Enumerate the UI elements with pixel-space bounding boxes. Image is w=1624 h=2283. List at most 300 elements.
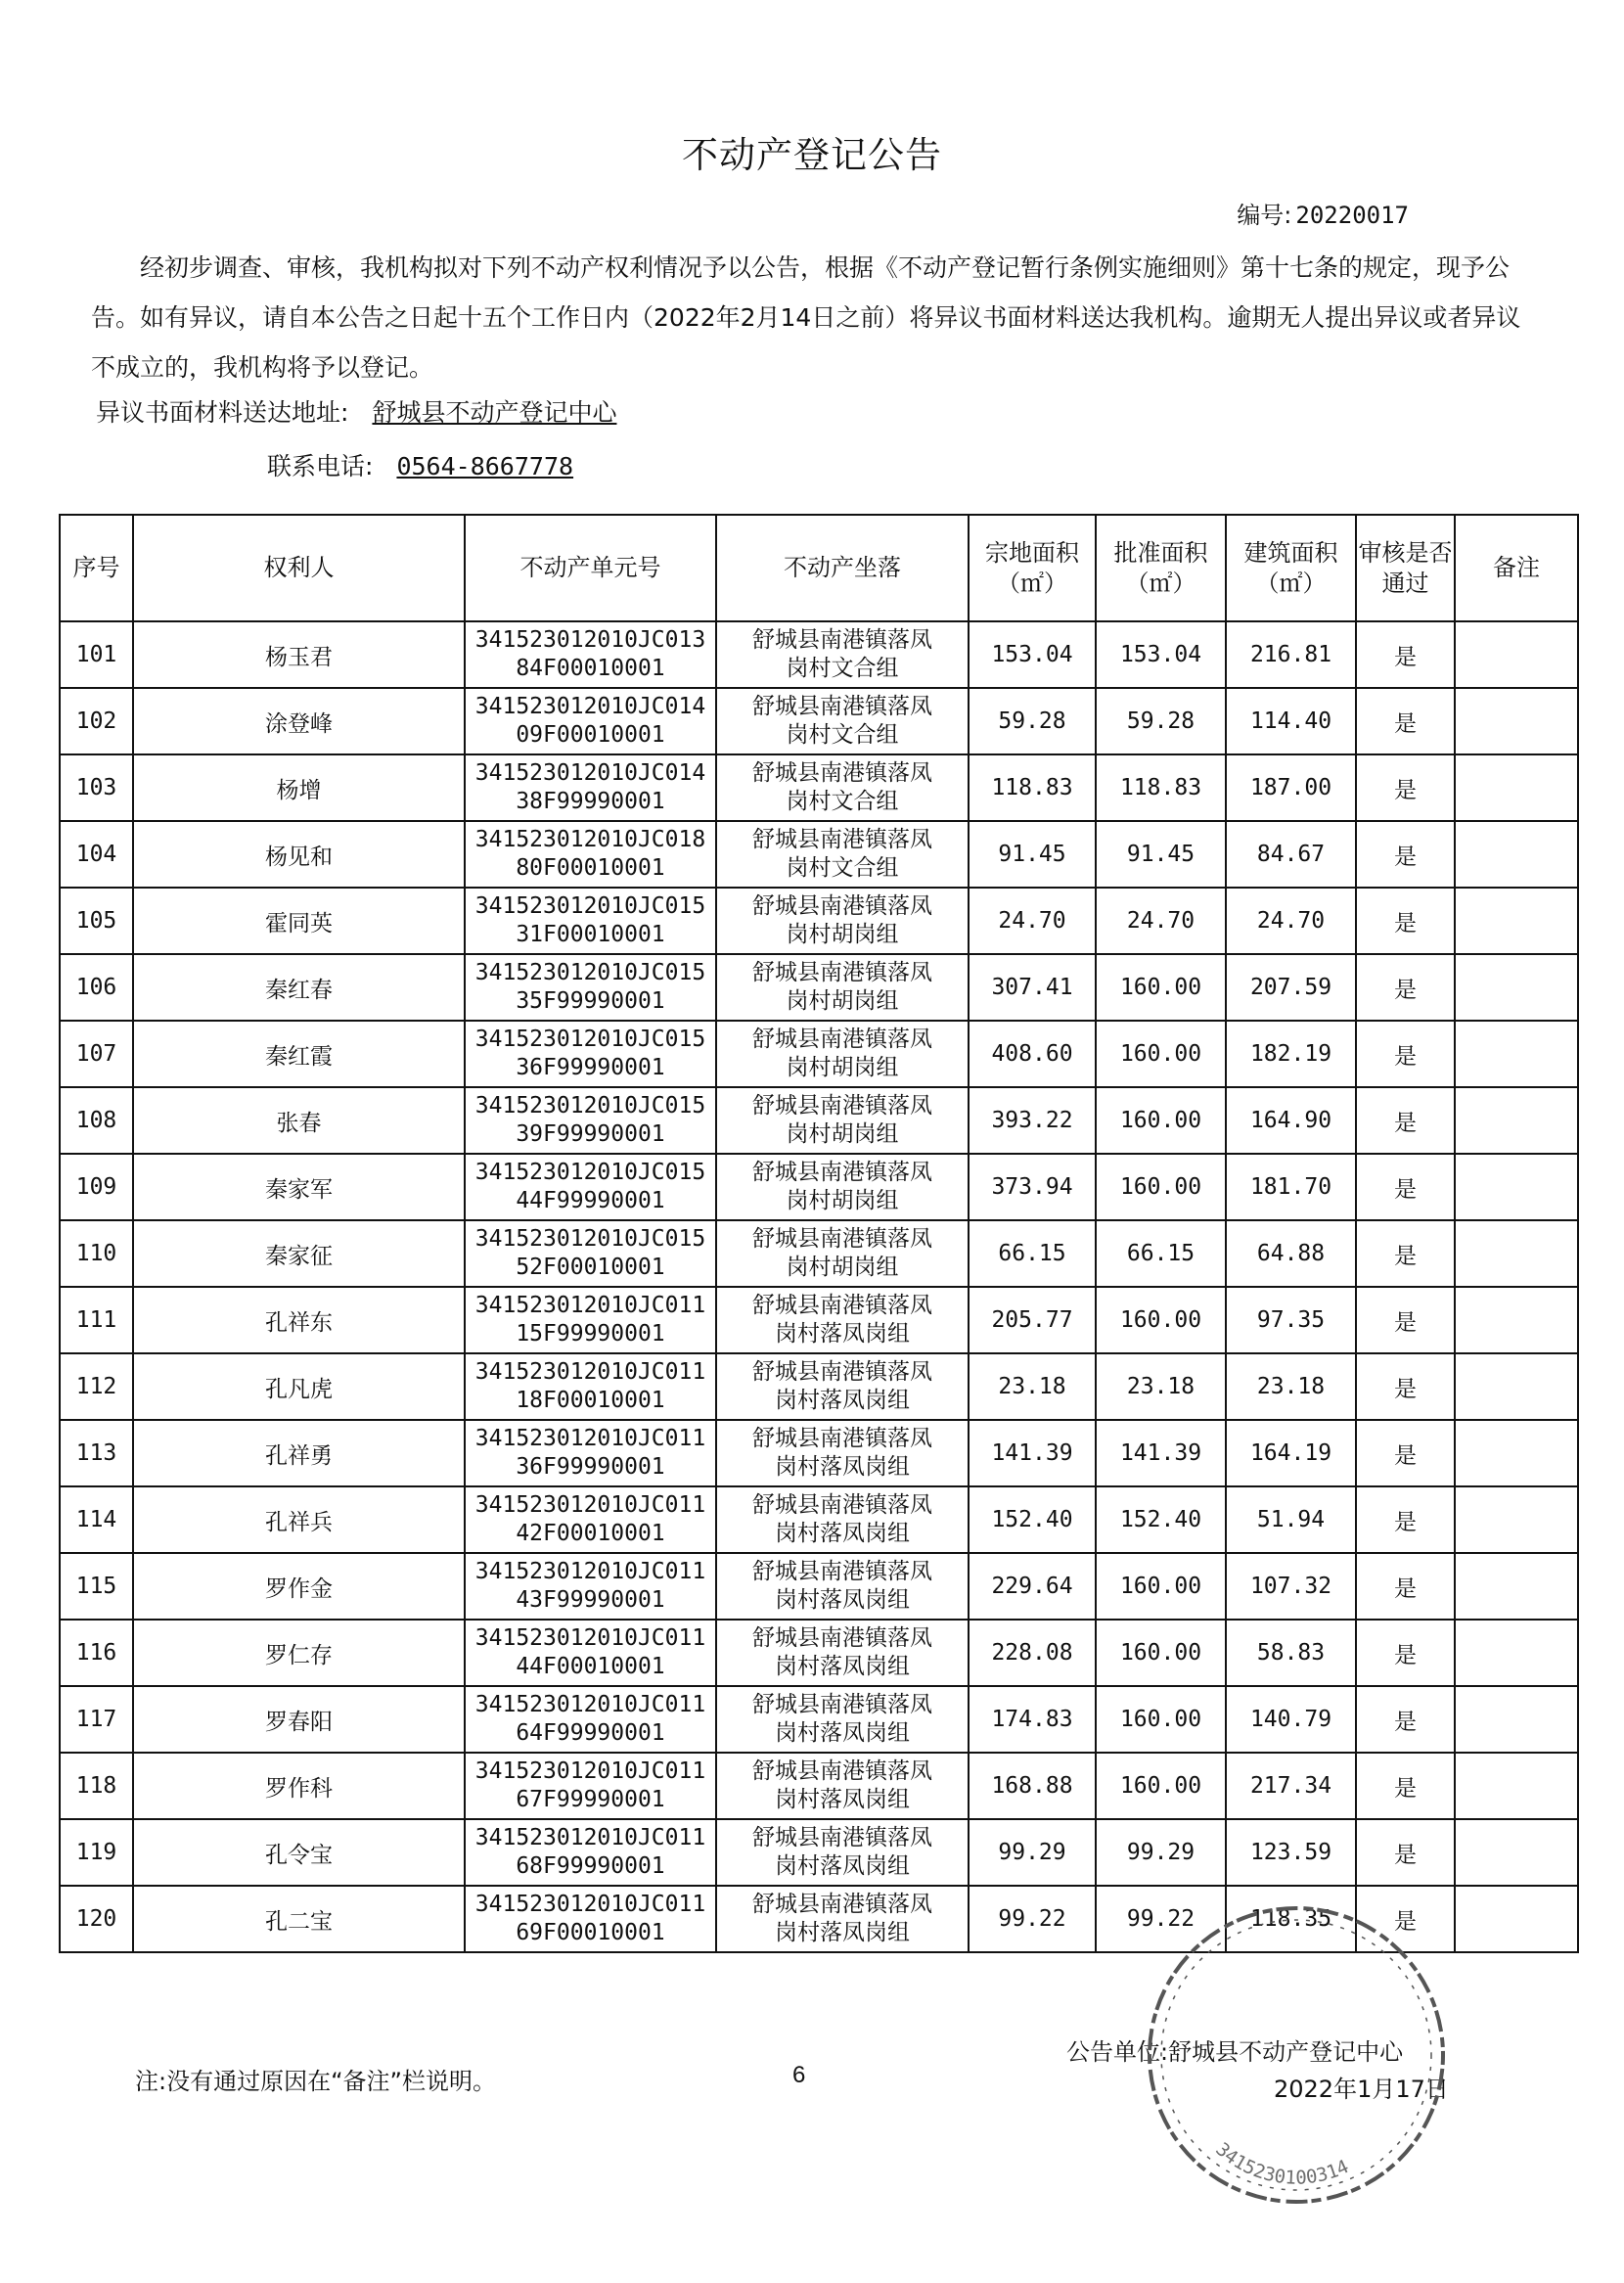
cell-no: 115 xyxy=(60,1553,133,1620)
cell-holder: 涂登峰 xyxy=(133,688,465,754)
unit-number-line: 341523012010JC011 xyxy=(474,1359,706,1385)
cell-land-area: 24.70 xyxy=(969,888,1096,954)
cell-review-passed: 是 xyxy=(1356,1420,1455,1486)
cell-unit-number xyxy=(465,1886,716,1952)
location-line: 舒城县南港镇落凤 xyxy=(752,1758,932,1784)
cell-land-area: 153.04 xyxy=(969,621,1096,688)
header-no: 序号 xyxy=(60,515,133,621)
cell-unit-number xyxy=(465,621,716,688)
location-line: 岗村文合组 xyxy=(786,855,899,881)
cell-approved-area: 24.70 xyxy=(1096,888,1226,954)
location-line: 岗村胡岗组 xyxy=(786,1188,899,1213)
cell-remark xyxy=(1455,1753,1578,1819)
header-approved-area: 批准面积（㎡） xyxy=(1096,515,1226,621)
cell-approved-area: 160.00 xyxy=(1096,1021,1226,1087)
location-line: 岗村落凤岗组 xyxy=(775,1654,910,1679)
cell-remark xyxy=(1455,1886,1578,1952)
location-line: 岗村落凤岗组 xyxy=(775,1853,910,1879)
cell-review-passed: 是 xyxy=(1356,1620,1455,1686)
issuing-unit: 公告单位:舒城县不动产登记中心 xyxy=(1066,2038,1404,2066)
cell-approved-area: 160.00 xyxy=(1096,1753,1226,1819)
location-line: 岗村胡岗组 xyxy=(786,1055,899,1080)
cell-location xyxy=(716,888,969,954)
table-row xyxy=(60,754,1578,821)
cell-unit-number xyxy=(465,1087,716,1154)
unit-number-line: 341523012010JC011 xyxy=(474,1825,706,1850)
location-line: 岗村落凤岗组 xyxy=(775,1787,910,1812)
cell-remark xyxy=(1455,1819,1578,1886)
unit-number-line: 38F99990001 xyxy=(516,789,665,814)
cell-unit-number xyxy=(465,1154,716,1220)
cell-remark xyxy=(1455,821,1578,888)
phone-label: 联系电话: xyxy=(267,452,374,480)
location-line: 岗村文合组 xyxy=(786,722,899,748)
location-line: 岗村落凤岗组 xyxy=(775,1720,910,1746)
location-line: 舒城县南港镇落凤 xyxy=(752,1160,932,1185)
location-line: 舒城县南港镇落凤 xyxy=(752,1426,932,1451)
cell-holder: 秦红春 xyxy=(133,954,465,1021)
location-line: 舒城县南港镇落凤 xyxy=(752,960,932,985)
unit-number-line: 35F99990001 xyxy=(516,988,665,1014)
address-label: 异议书面材料送达地址: xyxy=(96,398,349,427)
cell-land-area: 99.29 xyxy=(969,1819,1096,1886)
table-row xyxy=(60,1553,1578,1620)
cell-unit-number xyxy=(465,688,716,754)
cell-land-area: 205.77 xyxy=(969,1287,1096,1353)
svg-text:3415230100314: 3415230100314 xyxy=(1211,2138,1352,2189)
address-value: 舒城县不动产登记中心 xyxy=(372,398,617,427)
cell-building-area: 164.19 xyxy=(1226,1420,1356,1486)
cell-building-area: 182.19 xyxy=(1226,1021,1356,1087)
cell-holder: 孔祥勇 xyxy=(133,1420,465,1486)
cell-no: 110 xyxy=(60,1220,133,1287)
location-line: 岗村落凤岗组 xyxy=(775,1388,910,1413)
cell-approved-area: 59.28 xyxy=(1096,688,1226,754)
cell-location xyxy=(716,688,969,754)
cell-location xyxy=(716,1620,969,1686)
location-line: 舒城县南港镇落凤 xyxy=(752,760,932,786)
location-line: 舒城县南港镇落凤 xyxy=(752,1559,932,1584)
table-row xyxy=(60,1220,1578,1287)
cell-building-area: 24.70 xyxy=(1226,888,1356,954)
cell-holder: 秦家征 xyxy=(133,1220,465,1287)
table-row xyxy=(60,1353,1578,1420)
cell-building-area: 217.34 xyxy=(1226,1753,1356,1819)
cell-unit-number xyxy=(465,821,716,888)
location-line: 岗村落凤岗组 xyxy=(775,1454,910,1480)
header-location: 不动产坐落 xyxy=(716,515,969,621)
cell-holder: 霍同英 xyxy=(133,888,465,954)
cell-holder: 张春 xyxy=(133,1087,465,1154)
unit-number-line: 69F00010001 xyxy=(516,1920,665,1945)
unit-number-line: 341523012010JC015 xyxy=(474,1226,706,1252)
location-line: 舒城县南港镇落凤 xyxy=(752,1625,932,1651)
cell-building-area: 97.35 xyxy=(1226,1287,1356,1353)
unit-number-line: 341523012010JC011 xyxy=(474,1492,706,1518)
cell-land-area: 229.64 xyxy=(969,1553,1096,1620)
cell-no: 120 xyxy=(60,1886,133,1952)
cell-location xyxy=(716,1154,969,1220)
cell-no: 103 xyxy=(60,754,133,821)
cell-unit-number xyxy=(465,1486,716,1553)
cell-land-area: 66.15 xyxy=(969,1220,1096,1287)
cell-holder: 孔祥兵 xyxy=(133,1486,465,1553)
unit-number-line: 341523012010JC018 xyxy=(474,827,706,852)
intro-paragraph: 经初步调查、审核，我机构拟对下列不动产权利情况予以公告，根据《不动产登记暂行条例实施细则》第十七条的规定，现予公告。如有异议，请自本公告之日起十五个工作日内（2022年2月14日之前）将异议书面材料送达我机构。逾期无人提出异议或者异议不成立的，我机构将予以登记。 xyxy=(91,253,1521,382)
location-line: 舒城县南港镇落凤 xyxy=(752,627,932,653)
cell-no: 118 xyxy=(60,1753,133,1819)
cell-remark xyxy=(1455,1220,1578,1287)
cell-review-passed: 是 xyxy=(1356,1553,1455,1620)
cell-no: 105 xyxy=(60,888,133,954)
unit-number-line: 43F99990001 xyxy=(516,1587,665,1613)
cell-review-passed: 是 xyxy=(1356,1287,1455,1353)
cell-approved-area: 23.18 xyxy=(1096,1353,1226,1420)
cell-review-passed: 是 xyxy=(1356,1154,1455,1220)
cell-location xyxy=(716,1021,969,1087)
cell-review-passed: 是 xyxy=(1356,1220,1455,1287)
location-line: 岗村胡岗组 xyxy=(786,988,899,1014)
cell-review-passed: 是 xyxy=(1356,688,1455,754)
cell-holder: 杨增 xyxy=(133,754,465,821)
table-row xyxy=(60,1087,1578,1154)
cell-land-area: 307.41 xyxy=(969,954,1096,1021)
cell-review-passed: 是 xyxy=(1356,1021,1455,1087)
unit-number-line: 67F99990001 xyxy=(516,1787,665,1812)
unit-number-line: 84F00010001 xyxy=(516,656,665,681)
cell-remark xyxy=(1455,1021,1578,1087)
cell-location xyxy=(716,621,969,688)
cell-holder: 罗仁存 xyxy=(133,1620,465,1686)
registration-table xyxy=(59,514,1579,1953)
cell-no: 113 xyxy=(60,1420,133,1486)
cell-approved-area: 160.00 xyxy=(1096,1287,1226,1353)
unit-number-line: 39F99990001 xyxy=(516,1121,665,1147)
cell-land-area: 393.22 xyxy=(969,1087,1096,1154)
cell-location xyxy=(716,1553,969,1620)
cell-unit-number xyxy=(465,1553,716,1620)
cell-remark xyxy=(1455,621,1578,688)
table-row xyxy=(60,621,1578,688)
unit-number-line: 18F00010001 xyxy=(516,1388,665,1413)
cell-location xyxy=(716,1220,969,1287)
location-line: 岗村落凤岗组 xyxy=(775,1920,910,1945)
location-line: 舒城县南港镇落凤 xyxy=(752,827,932,852)
table-row xyxy=(60,1486,1578,1553)
unit-number-line: 68F99990001 xyxy=(516,1853,665,1879)
unit-number-line: 09F00010001 xyxy=(516,722,665,748)
cell-building-area: 216.81 xyxy=(1226,621,1356,688)
cell-unit-number xyxy=(465,1620,716,1686)
header-remark: 备注 xyxy=(1455,515,1578,621)
cell-unit-number xyxy=(465,1753,716,1819)
cell-location xyxy=(716,821,969,888)
unit-number-line: 36F99990001 xyxy=(516,1454,665,1480)
cell-unit-number xyxy=(465,1819,716,1886)
unit-number-line: 64F99990001 xyxy=(516,1720,665,1746)
cell-holder: 秦家军 xyxy=(133,1154,465,1220)
table-row xyxy=(60,1021,1578,1087)
cell-unit-number xyxy=(465,1420,716,1486)
cell-location xyxy=(716,1287,969,1353)
cell-remark xyxy=(1455,1154,1578,1220)
cell-review-passed: 是 xyxy=(1356,821,1455,888)
unit-number-line: 341523012010JC014 xyxy=(474,694,706,719)
cell-holder: 罗作金 xyxy=(133,1553,465,1620)
header-review-passed: 审核是否通过 xyxy=(1356,515,1455,621)
cell-approved-area: 160.00 xyxy=(1096,1154,1226,1220)
cell-land-area: 174.83 xyxy=(969,1686,1096,1753)
cell-location xyxy=(716,1087,969,1154)
location-line: 舒城县南港镇落凤 xyxy=(752,1825,932,1850)
cell-approved-area: 160.00 xyxy=(1096,1087,1226,1154)
cell-review-passed: 是 xyxy=(1356,1886,1455,1952)
cell-land-area: 59.28 xyxy=(969,688,1096,754)
location-line: 舒城县南港镇落凤 xyxy=(752,1093,932,1119)
cell-location xyxy=(716,1353,969,1420)
table-row xyxy=(60,821,1578,888)
cell-no: 111 xyxy=(60,1287,133,1353)
document-number-label: 编号: xyxy=(1237,202,1292,229)
cell-review-passed: 是 xyxy=(1356,1686,1455,1753)
unit-number-line: 341523012010JC011 xyxy=(474,1293,706,1318)
cell-review-passed: 是 xyxy=(1356,1353,1455,1420)
cell-remark xyxy=(1455,954,1578,1021)
unit-number-line: 52F00010001 xyxy=(516,1255,665,1280)
cell-land-area: 152.40 xyxy=(969,1486,1096,1553)
cell-approved-area: 160.00 xyxy=(1096,954,1226,1021)
unit-number-line: 341523012010JC014 xyxy=(474,760,706,786)
cell-holder: 秦红霞 xyxy=(133,1021,465,1087)
cell-land-area: 408.60 xyxy=(969,1021,1096,1087)
objection-address xyxy=(96,393,616,429)
cell-approved-area: 160.00 xyxy=(1096,1686,1226,1753)
unit-number-line: 80F00010001 xyxy=(516,855,665,881)
cell-land-area: 99.22 xyxy=(969,1886,1096,1952)
cell-remark xyxy=(1455,688,1578,754)
footer-note: 注:没有通过原因在“备注”栏说明。 xyxy=(135,2068,496,2095)
unit-number-line: 341523012010JC015 xyxy=(474,1160,706,1185)
cell-unit-number xyxy=(465,954,716,1021)
cell-remark xyxy=(1455,1287,1578,1353)
cell-no: 109 xyxy=(60,1154,133,1220)
cell-building-area: 207.59 xyxy=(1226,954,1356,1021)
table-row xyxy=(60,1886,1578,1952)
document-number xyxy=(1237,196,1409,230)
header-unit-number: 不动产单元号 xyxy=(465,515,716,621)
cell-location xyxy=(716,1819,969,1886)
cell-remark xyxy=(1455,1420,1578,1486)
unit-number-line: 341523012010JC011 xyxy=(474,1426,706,1451)
cell-review-passed: 是 xyxy=(1356,1753,1455,1819)
cell-holder: 罗作科 xyxy=(133,1753,465,1819)
cell-approved-area: 141.39 xyxy=(1096,1420,1226,1486)
table-row xyxy=(60,1420,1578,1486)
unit-number-line: 341523012010JC015 xyxy=(474,893,706,919)
location-line: 岗村落凤岗组 xyxy=(775,1521,910,1546)
table-row xyxy=(60,1753,1578,1819)
header-holder: 权利人 xyxy=(133,515,465,621)
cell-holder: 孔凡虎 xyxy=(133,1353,465,1420)
cell-building-area: 140.79 xyxy=(1226,1686,1356,1753)
location-line: 舒城县南港镇落凤 xyxy=(752,1492,932,1518)
cell-location xyxy=(716,1753,969,1819)
cell-unit-number xyxy=(465,1021,716,1087)
cell-no: 107 xyxy=(60,1021,133,1087)
cell-location xyxy=(716,954,969,1021)
cell-review-passed: 是 xyxy=(1356,1087,1455,1154)
unit-number-line: 341523012010JC011 xyxy=(474,1892,706,1917)
cell-holder: 孔二宝 xyxy=(133,1886,465,1952)
cell-building-area: 58.83 xyxy=(1226,1620,1356,1686)
unit-number-line: 341523012010JC013 xyxy=(474,627,706,653)
unit-number-line: 341523012010JC011 xyxy=(474,1559,706,1584)
cell-land-area: 168.88 xyxy=(969,1753,1096,1819)
cell-building-area: 64.88 xyxy=(1226,1220,1356,1287)
cell-no: 119 xyxy=(60,1819,133,1886)
location-line: 岗村落凤岗组 xyxy=(775,1587,910,1613)
cell-remark xyxy=(1455,1620,1578,1686)
location-line: 岗村文合组 xyxy=(786,656,899,681)
cell-land-area: 118.83 xyxy=(969,754,1096,821)
cell-remark xyxy=(1455,754,1578,821)
location-line: 舒城县南港镇落凤 xyxy=(752,694,932,719)
location-line: 舒城县南港镇落凤 xyxy=(752,1359,932,1385)
unit-number-line: 42F00010001 xyxy=(516,1521,665,1546)
location-line: 岗村胡岗组 xyxy=(786,1255,899,1280)
page-number: 6 xyxy=(792,2062,806,2088)
cell-unit-number xyxy=(465,1686,716,1753)
cell-building-area: 114.40 xyxy=(1226,688,1356,754)
cell-land-area: 91.45 xyxy=(969,821,1096,888)
cell-approved-area: 99.22 xyxy=(1096,1886,1226,1952)
table-row xyxy=(60,954,1578,1021)
cell-land-area: 228.08 xyxy=(969,1620,1096,1686)
location-line: 岗村落凤岗组 xyxy=(775,1321,910,1347)
location-line: 舒城县南港镇落凤 xyxy=(752,1027,932,1052)
cell-remark xyxy=(1455,1686,1578,1753)
table-row xyxy=(60,1819,1578,1886)
cell-holder: 孔祥东 xyxy=(133,1287,465,1353)
cell-no: 104 xyxy=(60,821,133,888)
cell-remark xyxy=(1455,1087,1578,1154)
cell-approved-area: 99.29 xyxy=(1096,1819,1226,1886)
header-building-area: 建筑面积（㎡） xyxy=(1226,515,1356,621)
unit-number-line: 341523012010JC015 xyxy=(474,1093,706,1119)
cell-unit-number xyxy=(465,1287,716,1353)
unit-number-line: 341523012010JC011 xyxy=(474,1692,706,1717)
cell-unit-number xyxy=(465,1220,716,1287)
cell-land-area: 373.94 xyxy=(969,1154,1096,1220)
cell-remark xyxy=(1455,1486,1578,1553)
cell-unit-number xyxy=(465,888,716,954)
cell-building-area: 84.67 xyxy=(1226,821,1356,888)
cell-approved-area: 160.00 xyxy=(1096,1553,1226,1620)
cell-review-passed: 是 xyxy=(1356,1486,1455,1553)
cell-unit-number xyxy=(465,1353,716,1420)
issue-date: 2022年1月17日 xyxy=(1274,2076,1449,2103)
cell-location xyxy=(716,1686,969,1753)
cell-building-area: 187.00 xyxy=(1226,754,1356,821)
unit-number-line: 36F99990001 xyxy=(516,1055,665,1080)
unit-number-line: 15F99990001 xyxy=(516,1321,665,1347)
cell-approved-area: 118.83 xyxy=(1096,754,1226,821)
cell-no: 106 xyxy=(60,954,133,1021)
document-number-value: 20220017 xyxy=(1295,202,1409,229)
unit-number-line: 44F00010001 xyxy=(516,1654,665,1679)
cell-remark xyxy=(1455,1553,1578,1620)
cell-building-area: 118.35 xyxy=(1226,1886,1356,1952)
unit-number-line: 341523012010JC015 xyxy=(474,960,706,985)
location-line: 舒城县南港镇落凤 xyxy=(752,1293,932,1318)
unit-number-line: 341523012010JC011 xyxy=(474,1758,706,1784)
table-row xyxy=(60,1620,1578,1686)
cell-building-area: 107.32 xyxy=(1226,1553,1356,1620)
unit-number-line: 44F99990001 xyxy=(516,1188,665,1213)
phone-value: 0564-8667778 xyxy=(396,452,574,480)
cell-approved-area: 160.00 xyxy=(1096,1620,1226,1686)
location-line: 岗村文合组 xyxy=(786,789,899,814)
cell-unit-number xyxy=(465,754,716,821)
table-header-row xyxy=(60,515,1578,621)
location-line: 舒城县南港镇落凤 xyxy=(752,1226,932,1252)
location-line: 岗村胡岗组 xyxy=(786,1121,899,1147)
unit-number-line: 341523012010JC015 xyxy=(474,1027,706,1052)
cell-no: 101 xyxy=(60,621,133,688)
cell-location xyxy=(716,1486,969,1553)
cell-review-passed: 是 xyxy=(1356,621,1455,688)
cell-building-area: 181.70 xyxy=(1226,1154,1356,1220)
cell-building-area: 23.18 xyxy=(1226,1353,1356,1420)
contact-phone xyxy=(267,447,573,482)
location-line: 舒城县南港镇落凤 xyxy=(752,1892,932,1917)
cell-building-area: 123.59 xyxy=(1226,1819,1356,1886)
cell-land-area: 141.39 xyxy=(969,1420,1096,1486)
cell-review-passed: 是 xyxy=(1356,754,1455,821)
cell-location xyxy=(716,754,969,821)
cell-location xyxy=(716,1886,969,1952)
cell-no: 117 xyxy=(60,1686,133,1753)
cell-approved-area: 152.40 xyxy=(1096,1486,1226,1553)
cell-no: 114 xyxy=(60,1486,133,1553)
page-title: 不动产登记公告 xyxy=(682,134,942,176)
cell-holder: 罗春阳 xyxy=(133,1686,465,1753)
cell-remark xyxy=(1455,1353,1578,1420)
unit-number-line: 341523012010JC011 xyxy=(474,1625,706,1651)
cell-review-passed: 是 xyxy=(1356,954,1455,1021)
table-row xyxy=(60,1154,1578,1220)
header-land-area: 宗地面积（㎡） xyxy=(969,515,1096,621)
table-row xyxy=(60,1287,1578,1353)
location-line: 岗村胡岗组 xyxy=(786,922,899,947)
cell-remark xyxy=(1455,888,1578,954)
table-row xyxy=(60,888,1578,954)
unit-number-line: 31F00010001 xyxy=(516,922,665,947)
location-line: 舒城县南港镇落凤 xyxy=(752,1692,932,1717)
cell-approved-area: 153.04 xyxy=(1096,621,1226,688)
table-row xyxy=(60,1686,1578,1753)
cell-holder: 孔令宝 xyxy=(133,1819,465,1886)
table-row xyxy=(60,688,1578,754)
cell-review-passed: 是 xyxy=(1356,888,1455,954)
cell-no: 112 xyxy=(60,1353,133,1420)
location-line: 舒城县南港镇落凤 xyxy=(752,893,932,919)
cell-holder: 杨玉君 xyxy=(133,621,465,688)
cell-building-area: 51.94 xyxy=(1226,1486,1356,1553)
cell-approved-area: 91.45 xyxy=(1096,821,1226,888)
cell-review-passed: 是 xyxy=(1356,1819,1455,1886)
cell-no: 108 xyxy=(60,1087,133,1154)
